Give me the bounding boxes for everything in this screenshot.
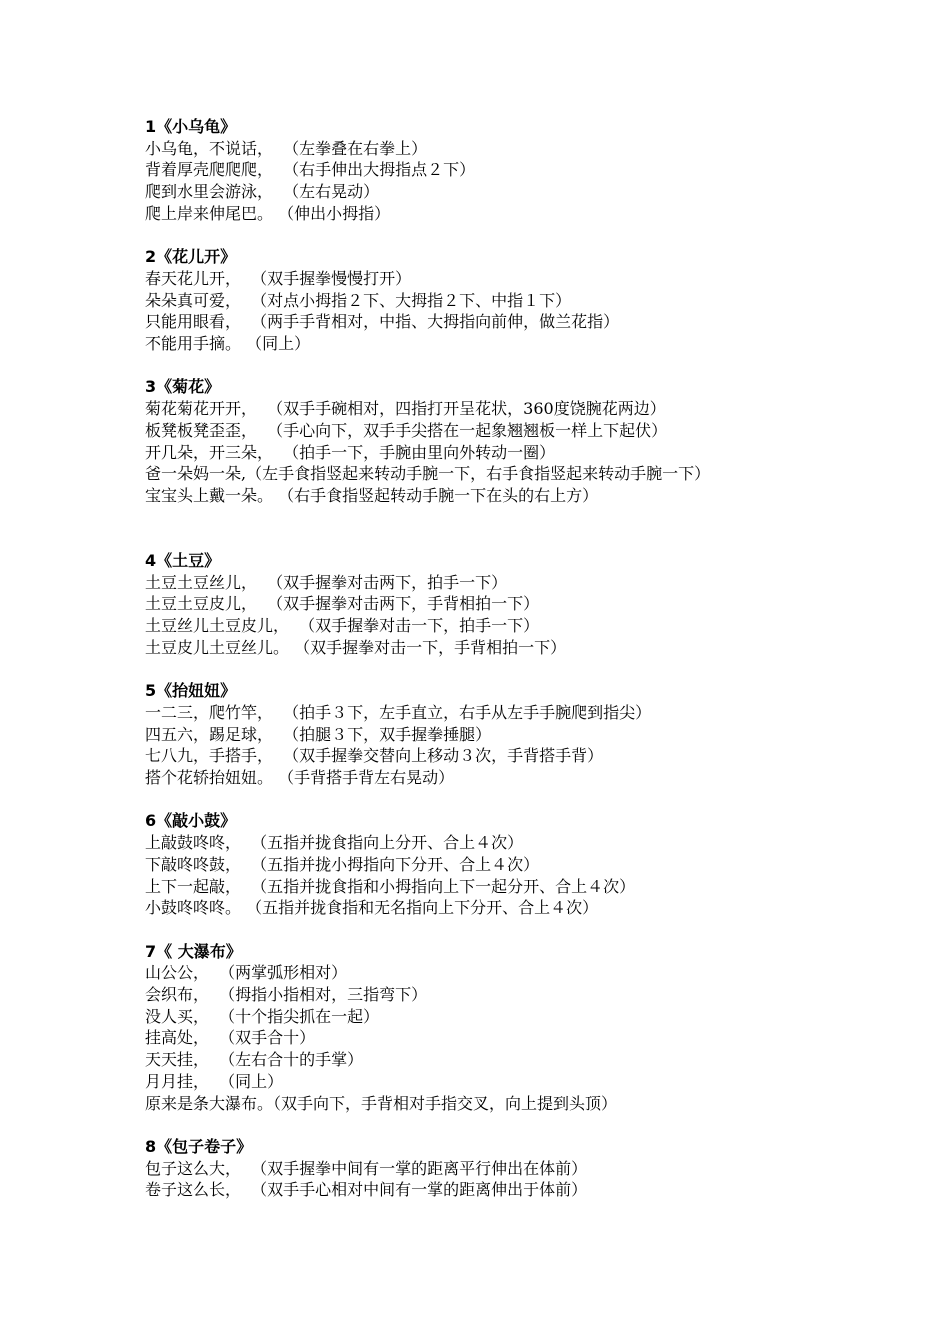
section-6 bbox=[145, 810, 805, 919]
verse-line: 卷子这么长， （双手手心相对中间有一掌的距离伸出于体前） bbox=[145, 1180, 588, 1200]
section-title: 8《包子卷子》 bbox=[145, 1136, 253, 1156]
verse-line: 一二三，爬竹竿， （拍手３下，左手直立，右手从左手手腕爬到指尖） bbox=[145, 702, 652, 722]
section-title: 7《 大瀑布》 bbox=[145, 941, 242, 961]
verse-line: 上敲鼓咚咚， （五指并拢食指向上分开、合上４次） bbox=[145, 833, 524, 853]
verse-line: 上下一起敲， （五指并拢食指和小拇指向上下一起分开、合上４次） bbox=[145, 876, 636, 896]
verse-line: 不能用手摘。 （同上） bbox=[145, 334, 311, 354]
section-title: 3《菊花》 bbox=[145, 377, 221, 397]
verse-line: 开几朵，开三朵， （拍手一下，手腕由里向外转动一圈） bbox=[145, 442, 556, 462]
verse-line: 天天挂， （左右合十的手掌） bbox=[145, 1050, 364, 1070]
verse-line: 爬上岸来伸尾巴。 （伸出小拇指） bbox=[145, 203, 391, 223]
section-title: 4《土豆》 bbox=[145, 551, 221, 571]
verse-line: 原来是条大瀑布。（双手向下，手背相对手指交叉，向上提到头顶） bbox=[145, 1093, 618, 1113]
section-title: 6《敲小鼓》 bbox=[145, 811, 237, 831]
section-2 bbox=[145, 246, 805, 355]
section-5 bbox=[145, 680, 805, 789]
verse-line: 七八九，手搭手， （双手握拳交替向上移动３次，手背搭手背） bbox=[145, 746, 604, 766]
section-title: 1《小乌龟》 bbox=[145, 117, 237, 136]
section-7 bbox=[145, 941, 805, 1115]
section-4 bbox=[145, 550, 805, 659]
section-3 bbox=[145, 376, 805, 506]
verse-line: 爬到水里会游泳， （左右晃动） bbox=[145, 182, 380, 202]
verse-line: 只能用眼看， （两手手背相对，中指、大拇指向前伸，做兰花指） bbox=[145, 312, 620, 332]
verse-line: 小鼓咚咚咚。 （五指并拢食指和无名指向上下分开、合上４次） bbox=[145, 898, 599, 918]
verse-line: 春天花儿开， （双手握拳慢慢打开） bbox=[145, 268, 412, 288]
verse-line: 菊花菊花开开， （双手手碗相对，四指打开呈花状，360度饶腕花两边） bbox=[145, 399, 666, 419]
section-8 bbox=[145, 1136, 805, 1201]
verse-line: 月月挂， （同上） bbox=[145, 1071, 284, 1091]
verse-line: 没人买， （十个指尖抓在一起） bbox=[145, 1006, 380, 1026]
section-title: 5《抬妞妞》 bbox=[145, 681, 237, 701]
verse-line: 下敲咚咚鼓， （五指并拢小拇指向下分开、合上４次） bbox=[145, 854, 540, 874]
verse-line: 宝宝头上戴一朵。 （右手食指竖起转动手腕一下在头的右上方） bbox=[145, 485, 599, 505]
verse-line: 会织布， （拇指小指相对，三指弯下） bbox=[145, 985, 428, 1005]
verse-line: 小乌龟，不说话， （左拳叠在右拳上） bbox=[145, 138, 428, 158]
verse-line: 爸一朵妈一朵,（左手食指竖起来转动手腕一下，右手食指竖起来转动手腕一下） bbox=[145, 464, 711, 484]
verse-line: 背着厚壳爬爬爬， （右手伸出大拇指点２下） bbox=[145, 160, 476, 180]
verse-line: 山公公， （两掌弧形相对） bbox=[145, 963, 348, 983]
verse-line: 土豆土豆皮儿， （双手握拳对击两下，手背相拍一下） bbox=[145, 594, 540, 614]
verse-line: 四五六，踢足球， （拍腿３下，双手握拳捶腿） bbox=[145, 724, 492, 744]
verse-line: 包子这么大， （双手握拳中间有一掌的距离平行伸出在体前） bbox=[145, 1158, 588, 1178]
verse-line: 土豆丝儿土豆皮儿， （双手握拳对击一下，拍手一下） bbox=[145, 616, 540, 636]
section-1 bbox=[145, 116, 805, 225]
verse-line: 土豆土豆丝儿， （双手握拳对击两下，拍手一下） bbox=[145, 572, 508, 592]
verse-line: 搭个花轿抬妞妞。 （手背搭手背左右晃动） bbox=[145, 768, 455, 788]
verse-line: 朵朵真可爱， （对点小拇指２下、大拇指２下、中指１下） bbox=[145, 290, 572, 310]
verse-line: 板凳板凳歪歪， （手心向下，双手手尖搭在一起象翘翘板一样上下起伏） bbox=[145, 420, 668, 440]
section-title: 2《花儿开》 bbox=[145, 247, 237, 267]
document-body bbox=[145, 116, 805, 1223]
verse-line: 挂高处， （双手合十） bbox=[145, 1028, 316, 1048]
verse-line: 土豆皮儿土豆丝儿。 （双手握拳对击一下，手背相拍一下） bbox=[145, 637, 567, 657]
